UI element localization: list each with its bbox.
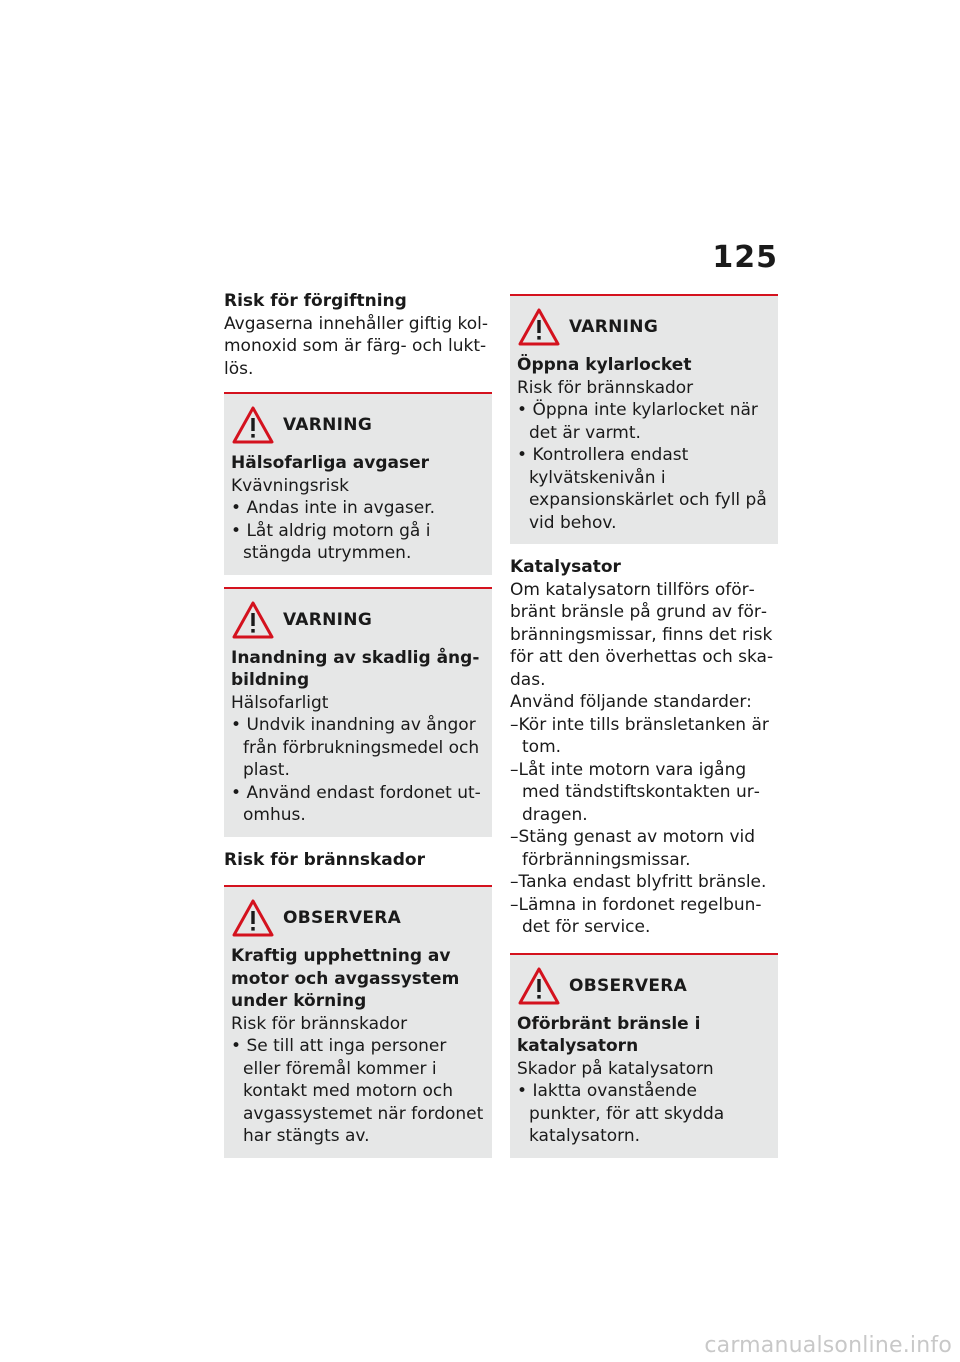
watermark: carmanualsonline.info (704, 1333, 952, 1358)
box-subtitle: Hälsofarliga avgaser (231, 453, 430, 473)
warning-triangle-icon (231, 600, 275, 640)
list-item: – Låt inte motorn vara igång med tändstiftskontakten urdragen. (510, 759, 778, 827)
list-item: • Kontrollera endast kylvätskenivån i expansionskärlet och fyll på vid behov. (517, 444, 770, 534)
warning-triangle-icon (231, 898, 275, 938)
caution-box-catalyst (510, 953, 778, 1158)
box-label: VARNING (283, 609, 373, 630)
section-title-burns: Risk för brännskador (224, 849, 425, 870)
section-intro-catalyst: Använd följande standarder: (510, 692, 752, 712)
box-subtitle: Inandning av skadlig ångbildning (231, 647, 480, 690)
box-subtitle: Kraftig upphettning av motor och avgassystem under körning (231, 946, 460, 1011)
warning-box-fumes (224, 587, 492, 837)
box-label: VARNING (569, 317, 659, 337)
box-category: Risk för brännskador (517, 377, 694, 398)
left-column (224, 290, 492, 1158)
list-item: • Se till att inga personer eller föremål kommer i kontakt med motorn och avgassystemet när fordonet har stängts av. (231, 1035, 484, 1148)
right-column (510, 282, 778, 1158)
warning-box-exhaust (224, 392, 492, 575)
warning-box-radiator (510, 294, 778, 544)
list-item: – Lämna in fordonet regelbundet för service. (510, 894, 778, 939)
list-item: • Undvik inandning av ångor från förbrukningsmedel och plast. (231, 714, 484, 782)
section-title-catalyst: Katalysator (510, 557, 621, 577)
caution-box-engine-heat (224, 885, 492, 1158)
box-category: Skador på katalysatorn (517, 1058, 714, 1079)
warning-triangle-icon (231, 405, 275, 445)
box-label: VARNING (283, 415, 373, 435)
box-category: Risk för brännskador (231, 1013, 408, 1034)
list-item: – Stäng genast av motorn vid förbränningsmissar. (510, 826, 778, 871)
box-label: OBSERVERA (283, 908, 402, 928)
list-item: • Iaktta ovanstående punkter, för att skydda katalysatorn. (517, 1080, 770, 1148)
box-subtitle: Öppna kylarlocket (517, 355, 692, 375)
box-category: Kvävningsrisk (231, 475, 350, 496)
section-text-poisoning: Avgaserna innehåller giftig kolmonoxid som är färg- och luktlös. (224, 313, 489, 379)
list-item: • Öppna inte kylarlocket när det är varmt. (517, 399, 770, 444)
section-title-poisoning: Risk för förgiftning (224, 291, 407, 311)
box-subtitle: Oförbränt bränsle i katalysatorn (517, 1013, 701, 1056)
section-text-catalyst: Om katalysatorn tillförs oförbränt bränsle på grund av förbränningsmissar, finns det risk för att den överhettas och skadas. (510, 579, 774, 690)
list-item: • Låt aldrig motorn gå i stängda utrymmen. (231, 520, 484, 565)
warning-triangle-icon (517, 966, 561, 1006)
list-item: – Kör inte tills bränsletanken är tom. (510, 714, 778, 759)
list-item: • Använd endast fordonet utomhus. (231, 782, 484, 827)
list-item: • Andas inte in avgaser. (231, 497, 484, 520)
page-number: 125 (712, 240, 778, 275)
list-item: – Tanka endast blyfritt bränsle. (510, 871, 778, 894)
warning-triangle-icon (517, 307, 561, 347)
box-label: OBSERVERA (569, 975, 688, 996)
box-category: Hälsofarligt (231, 692, 329, 713)
